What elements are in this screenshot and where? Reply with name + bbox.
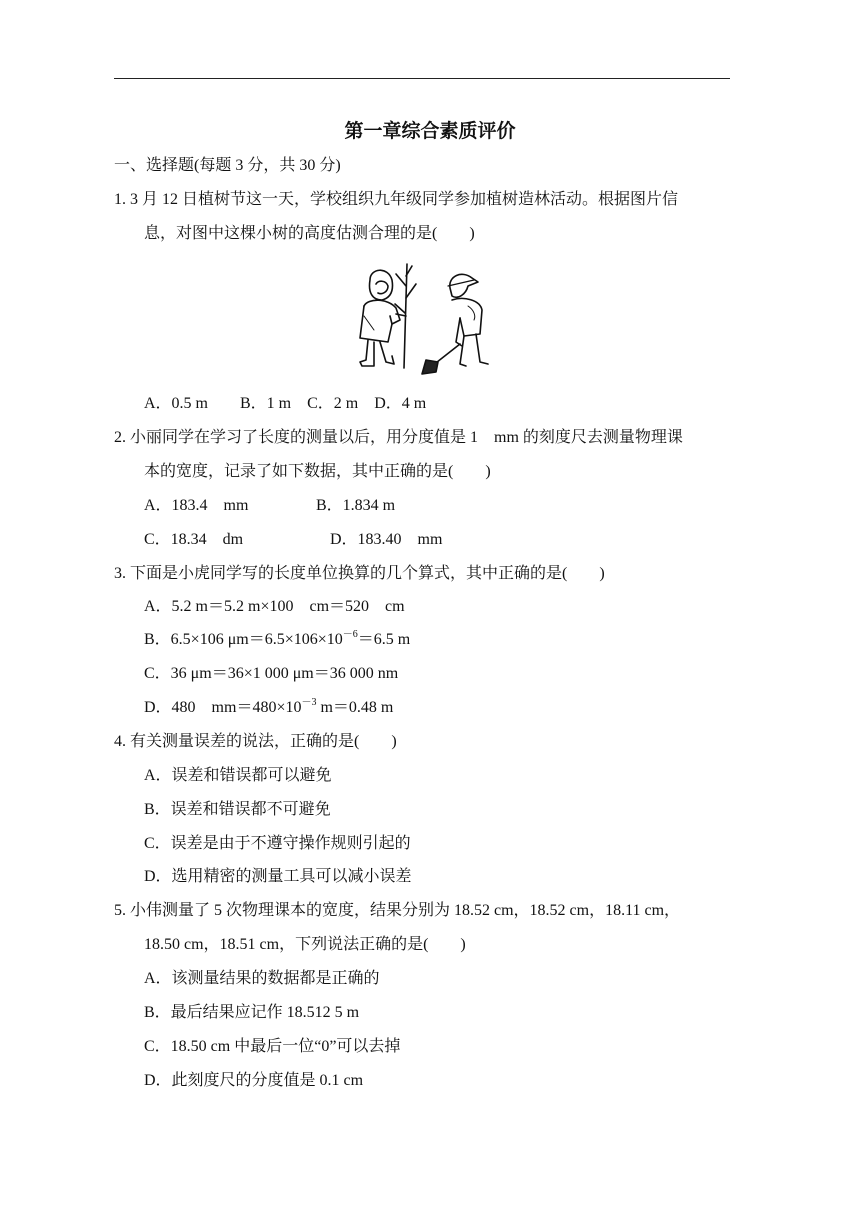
q2-option-a: A．183.4 mm — [144, 497, 249, 514]
q3-option-b — [144, 629, 410, 653]
q4-option-b: B．误差和错误都不可避免 — [144, 801, 331, 818]
q2-option-b: B．1.834 m — [316, 497, 396, 514]
q5-option-a: A．该测量结果的数据都是正确的 — [144, 970, 380, 987]
q2-stem-line1: 2. 小丽同学在学习了长度的测量以后，用分度值是 1 mm 的刻度尺去测量物理课 — [114, 429, 683, 446]
q1-options: A．0.5 m B．1 m C．2 m D．4 m — [144, 395, 427, 412]
q2-stem-line2: 本的宽度，记录了如下数据，其中正确的是( ) — [144, 463, 491, 480]
q1-stem-line1: 1. 3 月 12 日植树节这一天，学校组织九年级同学参加植树造林活动。根据图片信 — [114, 191, 679, 208]
q3-option-b-exponent: －6 — [342, 629, 358, 640]
q4-option-c: C．误差是由于不遵守操作规则引起的 — [144, 835, 411, 852]
q5-stem-line1: 5. 小伟测量了 5 次物理课本的宽度，结果分别为 18.52 cm，18.52 cm，18.11 cm， — [114, 902, 681, 919]
q3-stem: 3. 下面是小虎同学写的长度单位换算的几个算式，其中正确的是( ) — [114, 565, 605, 582]
q2-option-d: D．183.40 mm — [330, 531, 443, 548]
q5-stem-line2: 18.50 cm，18.51 cm，下列说法正确的是( ) — [144, 936, 466, 953]
q3-option-d-result: m＝0.48 m — [316, 699, 394, 716]
section-heading: 一、选择题(每题 3 分，共 30 分) — [114, 157, 341, 174]
q3-option-d — [144, 697, 393, 721]
q2-option-c: C．18.34 dm — [144, 531, 244, 548]
q3-option-d-main: D．480 mm＝480×10 — [144, 699, 302, 716]
q5-option-b: B．最后结果应记作 18.512 5 m — [144, 1004, 360, 1021]
q3-option-b-main: B．6.5×106 μm＝6.5×106×10 — [144, 631, 343, 648]
q3-option-c: C．36 μm＝36×1 000 μm＝36 000 nm — [144, 665, 399, 682]
q5-option-d: D．此刻度尺的分度值是 0.1 cm — [144, 1072, 364, 1089]
header-rule — [114, 78, 730, 79]
page-title: 第一章综合素质评价 — [344, 120, 516, 142]
q3-option-b-result: ＝6.5 m — [357, 631, 411, 648]
q3-option-a: A．5.2 m＝5.2 m×100 cm＝520 cm — [144, 598, 405, 615]
q5-option-c: C．18.50 cm 中最后一位“0”可以去掉 — [144, 1038, 401, 1055]
q1-stem-line2: 息，对图中这棵小树的高度估测合理的是( ) — [144, 225, 475, 242]
q3-option-d-exponent: －3 — [301, 697, 317, 708]
q4-stem: 4. 有关测量误差的说法，正确的是( ) — [114, 733, 397, 750]
q4-option-a: A．误差和错误都可以避免 — [144, 767, 332, 784]
q4-option-d: D．选用精密的测量工具可以减小误差 — [144, 868, 412, 885]
tree-planting-illustration — [352, 258, 502, 376]
